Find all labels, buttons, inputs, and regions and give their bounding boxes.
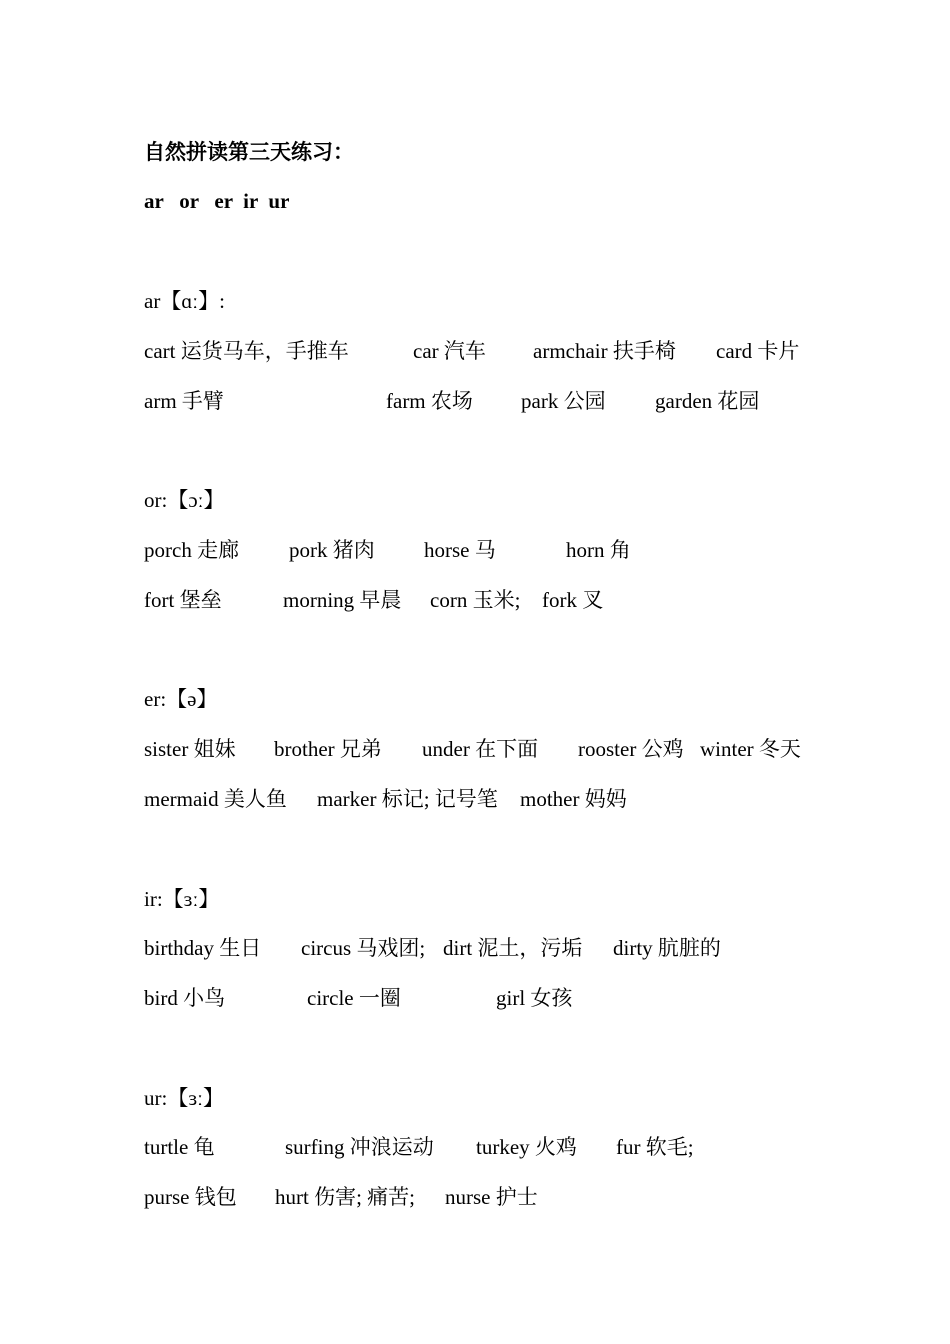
word-item: arm 手臂 xyxy=(144,389,224,413)
word-item: girl 女孩 xyxy=(496,986,573,1010)
word-item: corn 玉米; xyxy=(430,588,521,612)
section-heading-or: or:【ɔː】 xyxy=(144,488,225,512)
word-item: fur 软毛; xyxy=(616,1135,694,1159)
word-item: circle 一圈 xyxy=(307,986,401,1010)
word-item: surfing 冲浪运动 xyxy=(285,1135,434,1159)
word-item: brother 兄弟 xyxy=(274,737,382,761)
page-title: 自然拼读第三天练习： xyxy=(144,140,354,164)
word-item: horn 角 xyxy=(566,538,631,562)
word-item: porch 走廊 xyxy=(144,538,240,562)
word-item: winter 冬天 xyxy=(700,737,801,761)
word-item: mermaid 美人鱼 xyxy=(144,787,287,811)
word-item: turtle 龟 xyxy=(144,1135,215,1159)
word-item: bird 小鸟 xyxy=(144,986,226,1010)
word-item: fort 堡垒 xyxy=(144,588,222,612)
word-item: horse 马 xyxy=(424,538,496,562)
word-item: purse 钱包 xyxy=(144,1185,237,1209)
word-item: card 卡片 xyxy=(716,339,800,363)
section-heading-ar: ar【ɑː】: xyxy=(144,289,225,313)
section-heading-er: er:【ə】 xyxy=(144,687,218,711)
word-item: birthday 生日 xyxy=(144,936,262,960)
word-item: farm 农场 xyxy=(386,389,473,413)
word-item: circus 马戏团; xyxy=(301,936,426,960)
word-item: sister 姐妹 xyxy=(144,737,236,761)
word-item: dirty 肮脏的 xyxy=(613,936,721,960)
word-item: garden 花园 xyxy=(655,389,760,413)
word-item: dirt 泥土，污垢 xyxy=(443,936,583,960)
word-item: under 在下面 xyxy=(422,737,539,761)
word-item: car 汽车 xyxy=(413,339,486,363)
word-item: pork 猪肉 xyxy=(289,538,375,562)
word-item: marker 标记; 记号笔 xyxy=(317,787,498,811)
word-item: mother 妈妈 xyxy=(520,787,627,811)
phonics-list: ar or er ir ur xyxy=(144,189,290,213)
word-item: morning 早晨 xyxy=(283,588,402,612)
word-item: hurt 伤害; 痛苦; xyxy=(275,1185,415,1209)
word-item: turkey 火鸡 xyxy=(476,1135,577,1159)
word-item: nurse 护士 xyxy=(445,1185,538,1209)
section-heading-ur: ur:【ɜː】 xyxy=(144,1086,224,1110)
word-item: armchair 扶手椅 xyxy=(533,339,676,363)
word-item: fork 叉 xyxy=(542,588,604,612)
section-heading-ir: ir:【ɜː】 xyxy=(144,887,220,911)
word-item: rooster 公鸡 xyxy=(578,737,684,761)
word-item: cart 运货马车，手推车 xyxy=(144,339,349,363)
word-item: park 公园 xyxy=(521,389,606,413)
